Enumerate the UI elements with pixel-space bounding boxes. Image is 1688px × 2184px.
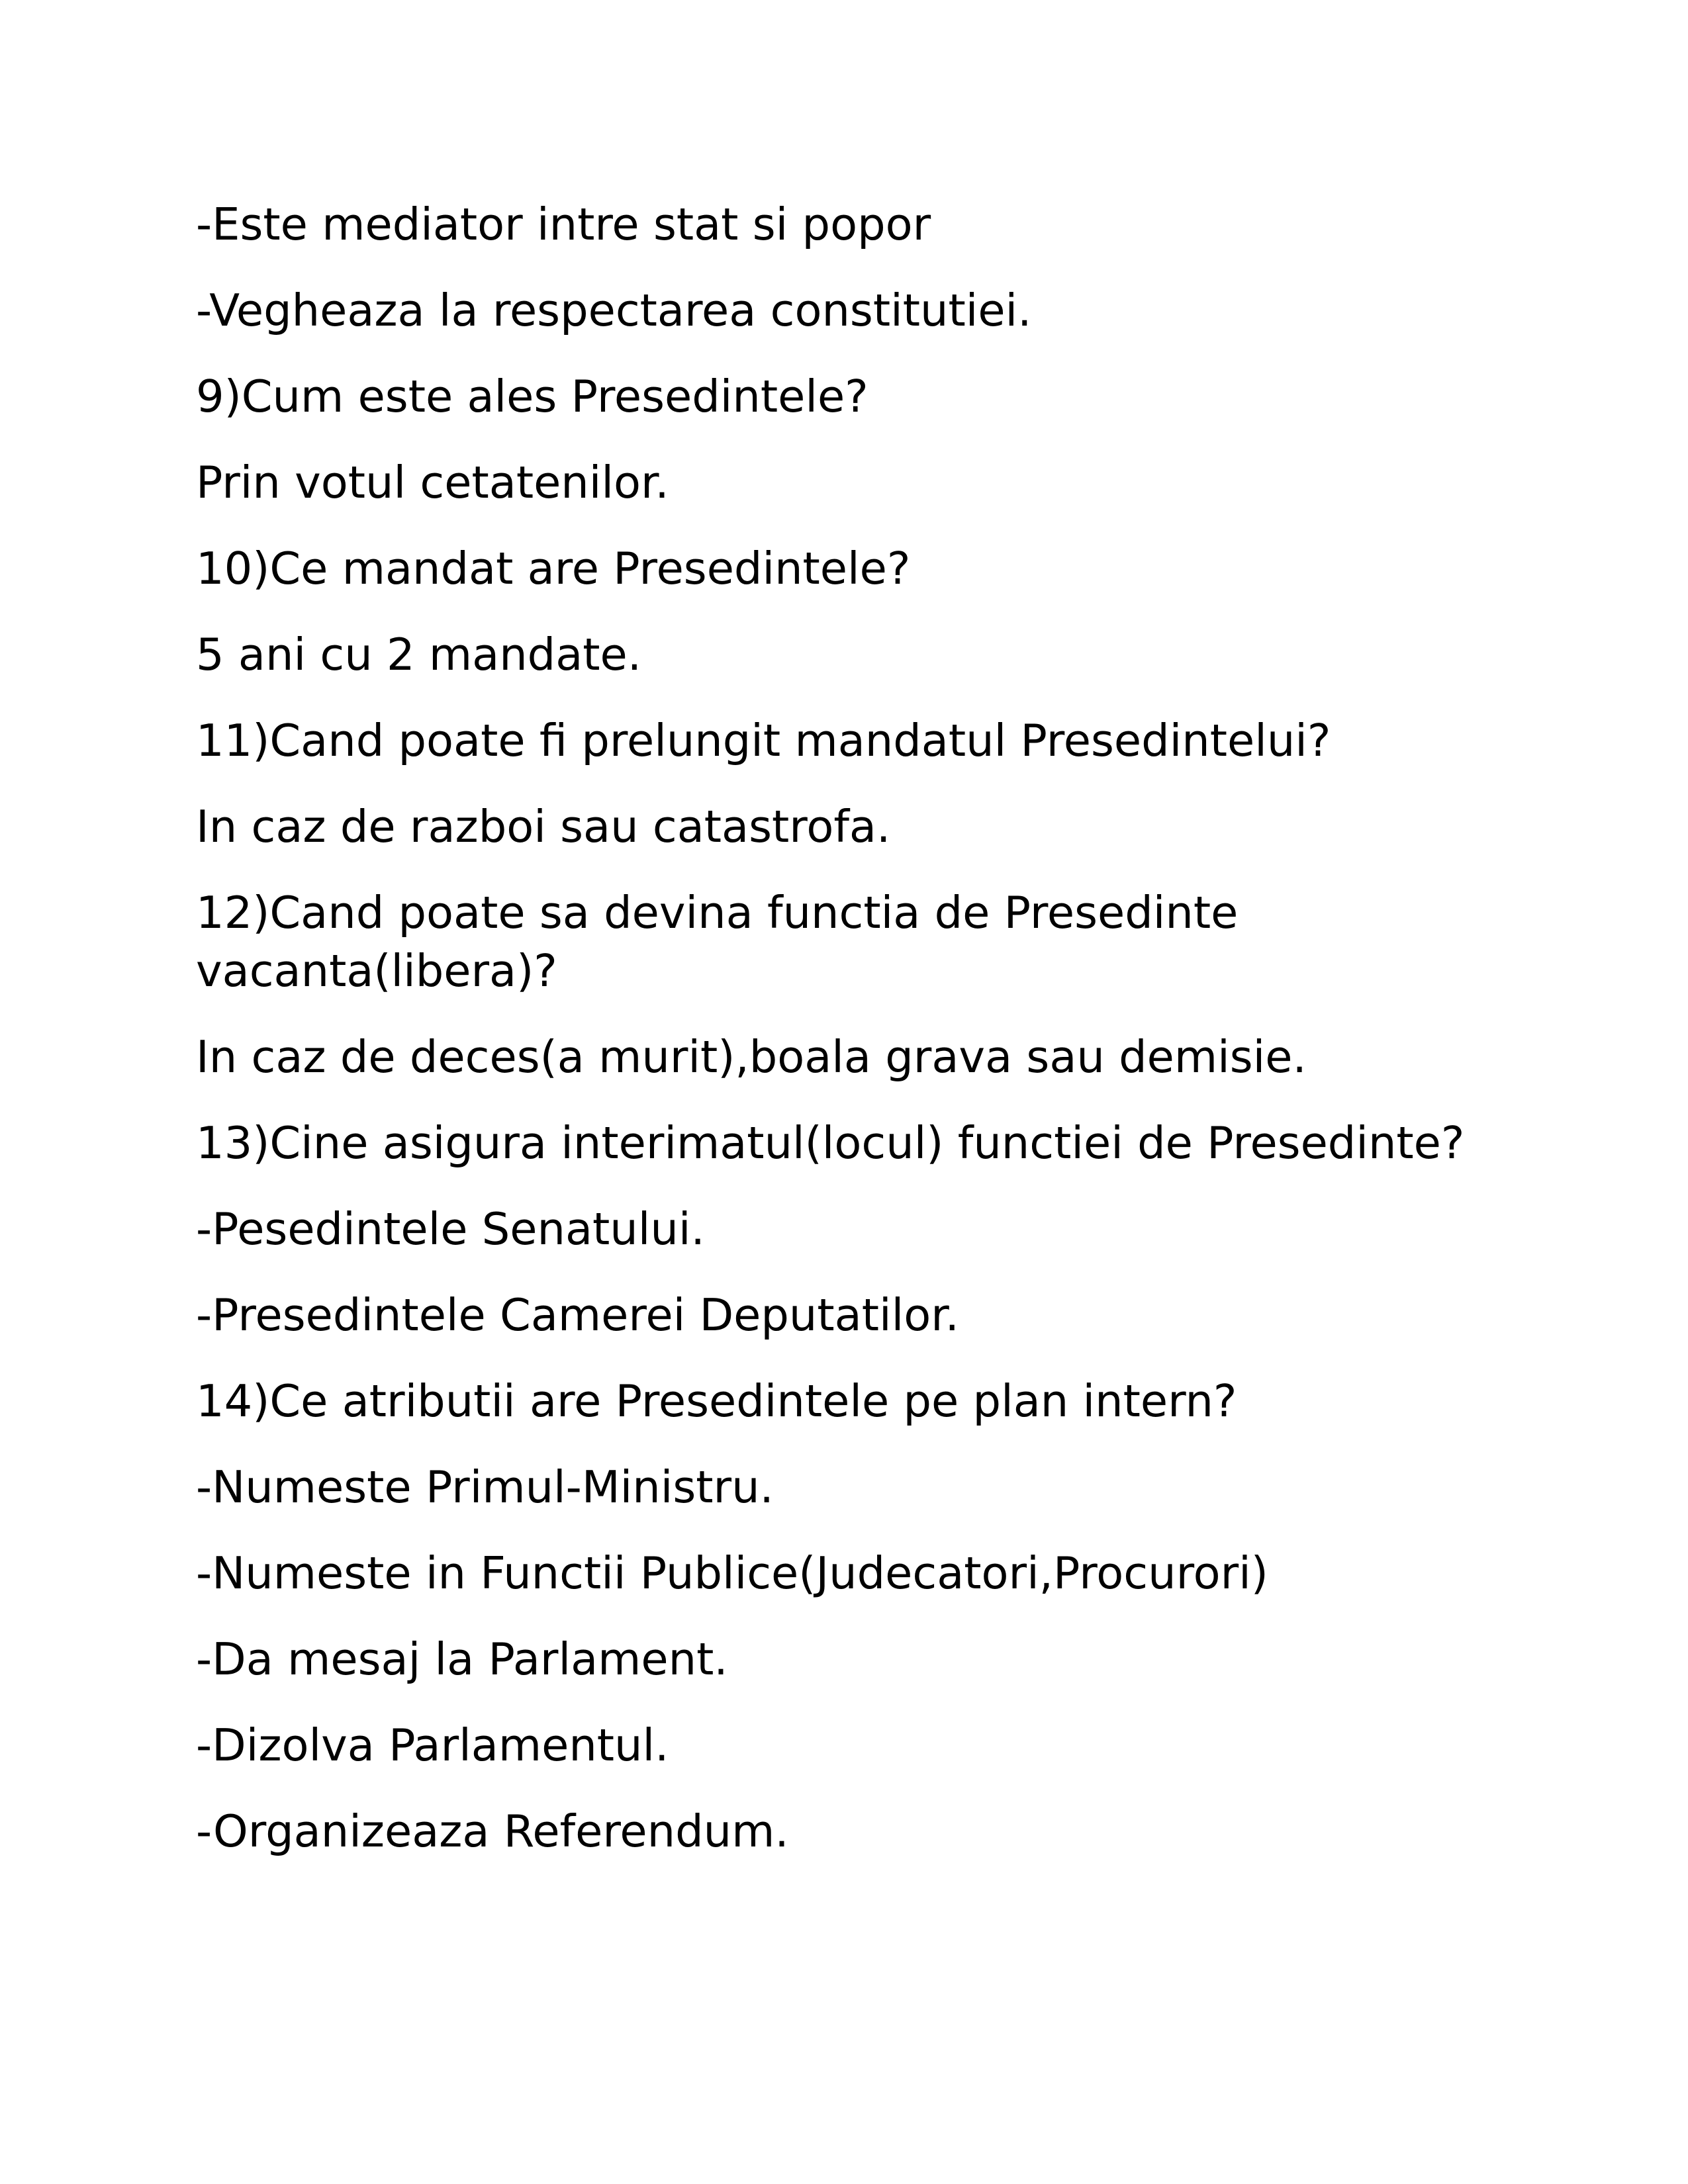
paragraph bbox=[196, 1286, 1464, 1344]
paragraph bbox=[196, 195, 1464, 253]
text-line: 5 ani cu 2 mandate. bbox=[196, 629, 642, 680]
paragraph bbox=[196, 453, 1464, 512]
paragraph bbox=[196, 1200, 1464, 1258]
paragraph bbox=[196, 797, 1464, 856]
paragraph bbox=[196, 539, 1464, 598]
document-body bbox=[196, 195, 1464, 1888]
paragraph bbox=[196, 711, 1464, 770]
paragraph bbox=[196, 884, 1464, 1000]
paragraph bbox=[196, 1716, 1464, 1774]
text-line: -Da mesaj la Parlament. bbox=[196, 1633, 728, 1685]
paragraph bbox=[196, 1028, 1464, 1086]
paragraph bbox=[196, 625, 1464, 684]
text-line: Prin votul cetatenilor. bbox=[196, 457, 669, 508]
paragraph bbox=[196, 281, 1464, 340]
paragraph bbox=[196, 1458, 1464, 1516]
text-line: -Organizeaza Referendum. bbox=[196, 1805, 789, 1857]
text-line: -Dizolva Parlamentul. bbox=[196, 1719, 669, 1771]
text-line: 9)Cum este ales Presedintele? bbox=[196, 371, 868, 422]
text-line: 10)Ce mandat are Presedintele? bbox=[196, 543, 911, 594]
text-line: 14)Ce atributii are Presedintele pe plan intern? bbox=[196, 1375, 1237, 1427]
paragraph bbox=[196, 1372, 1464, 1430]
text-line: -Vegheaza la respectarea constitutiei. bbox=[196, 285, 1032, 336]
text-line: -Pesedintele Senatului. bbox=[196, 1203, 705, 1255]
text-line: 13)Cine asigura interimatul(locul) functiei de Presedinte? bbox=[196, 1117, 1465, 1169]
text-line: 12)Cand poate sa devina functia de Presedinte bbox=[196, 887, 1239, 938]
text-line: -Numeste Primul-Ministru. bbox=[196, 1461, 774, 1513]
text-line: -Presedintele Camerei Deputatilor. bbox=[196, 1289, 959, 1341]
text-line: 11)Cand poate fi prelungit mandatul Presedintelui? bbox=[196, 715, 1331, 766]
paragraph bbox=[196, 1114, 1464, 1172]
text-line: -Este mediator intre stat si popor bbox=[196, 199, 931, 250]
paragraph bbox=[196, 367, 1464, 426]
paragraph bbox=[196, 1802, 1464, 1860]
text-line: -Numeste in Functii Publice(Judecatori,Procurori) bbox=[196, 1547, 1268, 1599]
text-line: In caz de deces(a murit),boala grava sau demisie. bbox=[196, 1031, 1307, 1083]
text-line: In caz de razboi sau catastrofa. bbox=[196, 801, 891, 852]
paragraph bbox=[196, 1630, 1464, 1688]
paragraph bbox=[196, 1544, 1464, 1602]
text-line: vacanta(libera)? bbox=[196, 945, 557, 997]
